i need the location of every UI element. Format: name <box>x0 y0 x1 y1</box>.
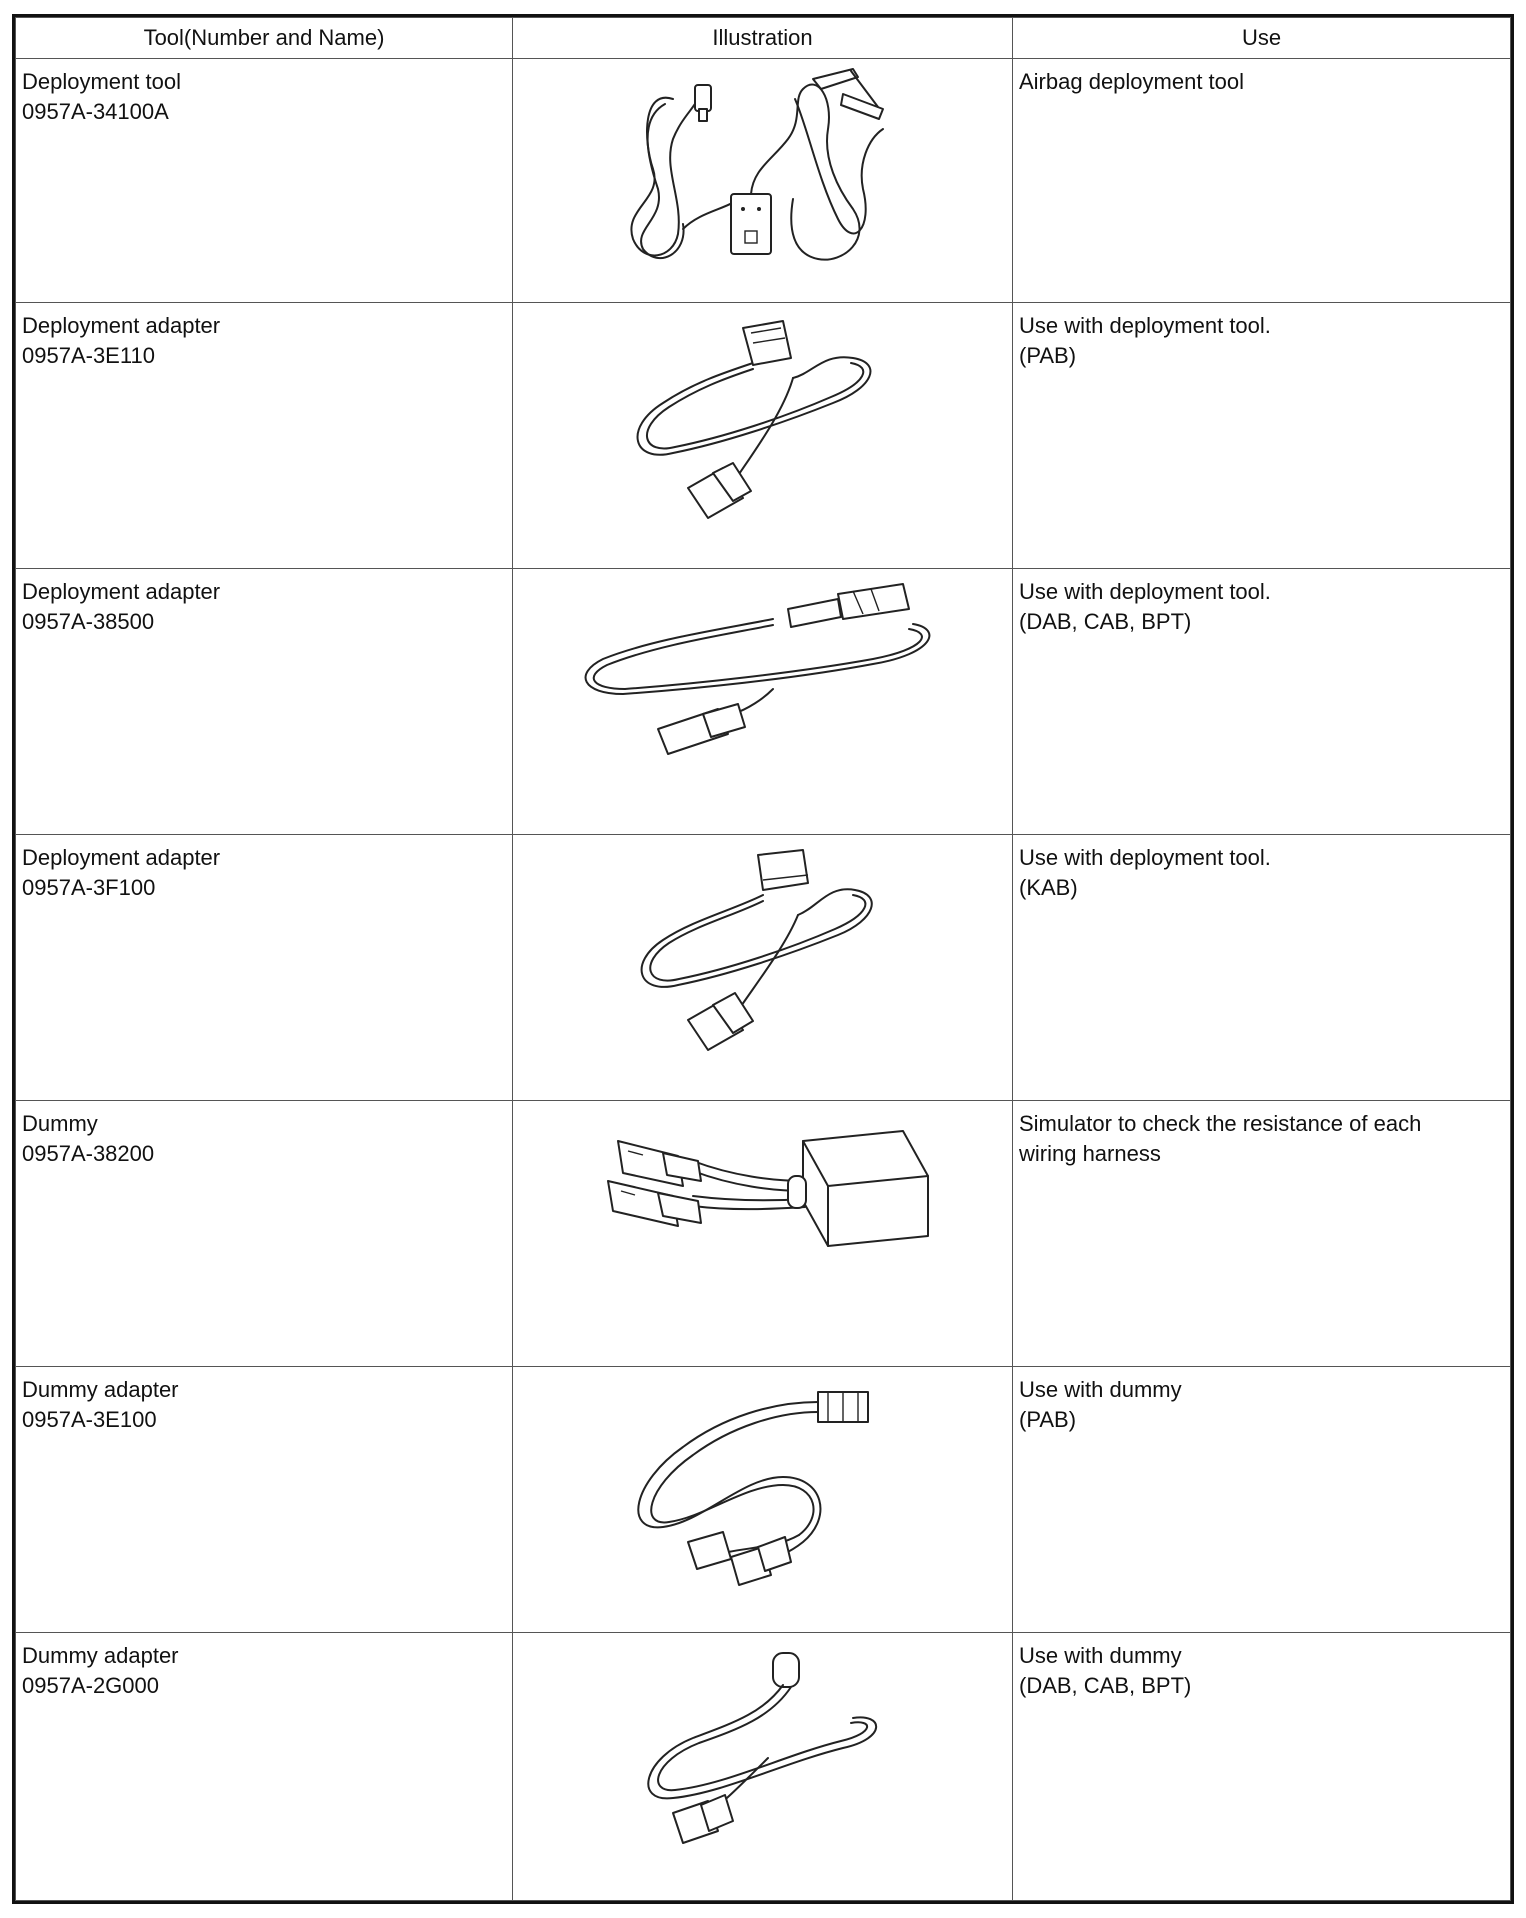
tool-cell <box>16 835 513 1101</box>
header-illustration: Illustration <box>513 18 1013 59</box>
dummy-adapter-icon <box>613 1633 913 1863</box>
use-line: wiring harness <box>1019 1141 1161 1166</box>
tool-name: Deployment adapter <box>22 313 221 338</box>
use-cell <box>1013 569 1511 835</box>
table-row <box>16 1633 1511 1901</box>
use-line: Use with deployment tool. <box>1019 313 1271 338</box>
tool-name: Deployment adapter <box>22 579 221 604</box>
use-line: (DAB, CAB, BPT) <box>1019 609 1192 634</box>
tool-cell <box>16 1101 513 1367</box>
use-line: Simulator to check the resistance of each <box>1019 1111 1422 1136</box>
illustration-cell <box>513 303 1013 569</box>
illustration-cell <box>513 1633 1013 1901</box>
use-cell <box>1013 303 1511 569</box>
table-row <box>16 835 1511 1101</box>
deployment-adapter-icon <box>613 303 913 533</box>
tool-cell <box>16 1633 513 1901</box>
use-line: Use with dummy <box>1019 1643 1182 1668</box>
use-line: Airbag deployment tool <box>1019 69 1245 94</box>
illustration-cell <box>513 1367 1013 1633</box>
tool-cell <box>16 303 513 569</box>
illustration-cell <box>513 59 1013 303</box>
header-tool: Tool(Number and Name) <box>16 18 513 59</box>
illustration-cell <box>513 569 1013 835</box>
tool-name: Deployment tool <box>22 69 181 94</box>
tool-cell <box>16 59 513 303</box>
table-row <box>16 59 1511 303</box>
header-use: Use <box>1013 18 1511 59</box>
tool-cell <box>16 569 513 835</box>
illustration-cell <box>513 835 1013 1101</box>
use-line: (PAB) <box>1019 343 1077 368</box>
tool-name: Deployment adapter <box>22 845 221 870</box>
use-cell <box>1013 1367 1511 1633</box>
use-line: (PAB) <box>1019 1407 1077 1432</box>
deployment-tool-icon <box>603 59 923 279</box>
use-line: Use with dummy <box>1019 1377 1182 1402</box>
tool-number: 0957A-34100A <box>22 99 169 124</box>
deployment-adapter-icon <box>613 835 913 1065</box>
dummy-adapter-y-icon <box>613 1367 913 1607</box>
tool-number: 0957A-3E100 <box>22 1407 157 1432</box>
table-header-row <box>16 18 1511 59</box>
tool-number: 0957A-3E110 <box>22 343 155 368</box>
tool-number: 0957A-2G000 <box>22 1673 159 1698</box>
deployment-adapter-flat-icon <box>573 569 953 779</box>
dummy-box-icon <box>583 1101 943 1301</box>
use-cell <box>1013 1101 1511 1367</box>
table-row <box>16 1367 1511 1633</box>
special-tools-sheet <box>12 14 1514 1904</box>
use-line: (KAB) <box>1019 875 1078 900</box>
tool-number: 0957A-3F100 <box>22 875 156 900</box>
tool-name: Dummy adapter <box>22 1643 179 1668</box>
use-cell <box>1013 59 1511 303</box>
illustration-cell <box>513 1101 1013 1367</box>
tool-number: 0957A-38200 <box>22 1141 155 1166</box>
tool-cell <box>16 1367 513 1633</box>
use-cell <box>1013 835 1511 1101</box>
tool-name: Dummy adapter <box>22 1377 179 1402</box>
use-line: Use with deployment tool. <box>1019 579 1271 604</box>
special-tools-table <box>15 17 1511 1901</box>
use-line: (DAB, CAB, BPT) <box>1019 1673 1192 1698</box>
table-row <box>16 1101 1511 1367</box>
table-row <box>16 303 1511 569</box>
tool-name: Dummy <box>22 1111 98 1136</box>
use-cell <box>1013 1633 1511 1901</box>
use-line: Use with deployment tool. <box>1019 845 1271 870</box>
tool-number: 0957A-38500 <box>22 609 155 634</box>
table-row <box>16 569 1511 835</box>
